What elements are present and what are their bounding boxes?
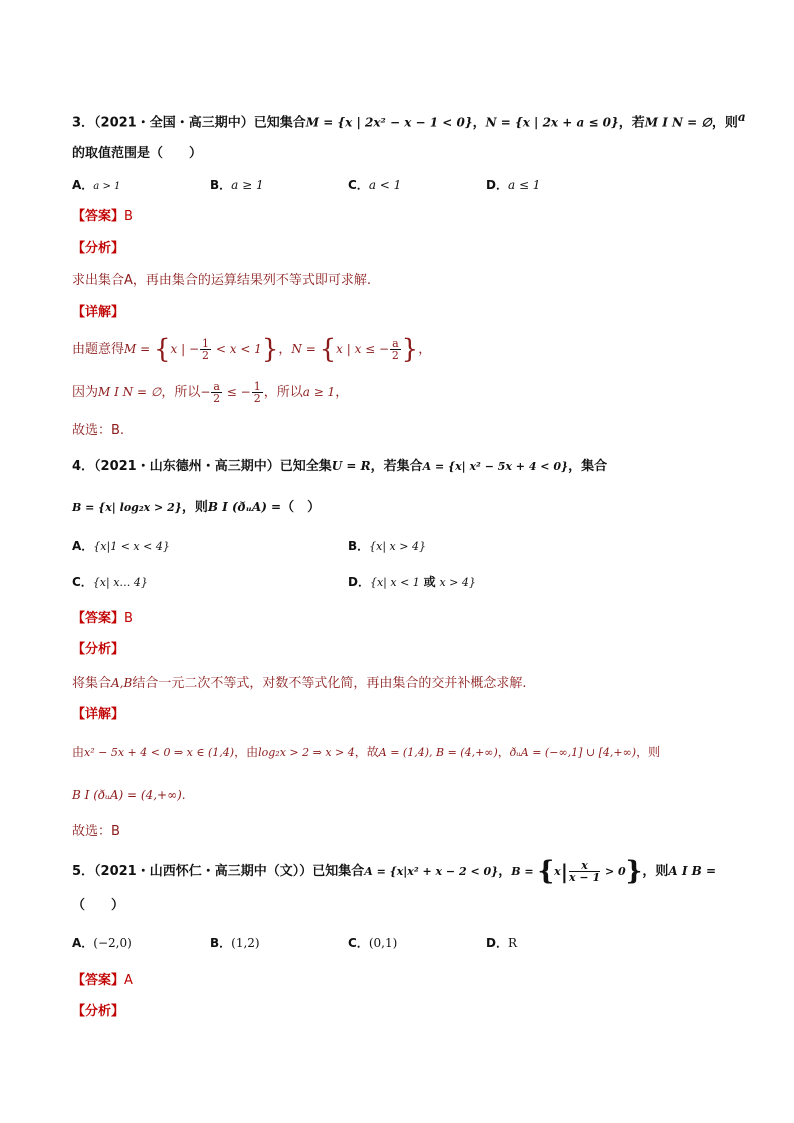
q5-option-b: B．(1,2) (210, 936, 260, 950)
q3-stem-prefix: 3．（2021・全国・高三期中）已知集合 (72, 115, 306, 131)
q3-set-m: M = {x | 2x² − x − 1 < 0} (305, 115, 473, 130)
q3-detail-line1: 由题意得M = {x | − $\frac{1}{2}$ < x < 1}，N = {x | x ≤ − $\frac{a}{2}$ }， (72, 334, 432, 365)
q4-detail-line1: 由x² − 5x + 4 < 0 ⇒ x ∈ (1,4)，由log₂x > 2 ⇒ x > 4，故A = (1,4), B = (4,+∞)，ðᵤA = (−∞,1] ∪ [4,+∞)，则 (72, 745, 661, 759)
q5-answer: 【答案】A (72, 973, 133, 988)
q4-detail-tag: 【详解】 (72, 707, 125, 722)
q5-stem-line2: （ ） (72, 898, 125, 913)
q4-answer: 【答案】B (72, 611, 133, 626)
q3-answer: 【答案】B (72, 209, 133, 224)
q4-answer-value: B (124, 611, 133, 626)
q3-analysis-tag: 【分析】 (72, 241, 125, 256)
q4-analysis: 将集合A,B结合一元二次不等式，对数不等式化简，再由集合的交并补概念求解. (72, 676, 527, 691)
q3-detail-tag: 【详解】 (72, 305, 125, 320)
q4-stem-line2: B = {x| log₂x > 2}，则B I (ðᵤA) =（ ） (72, 500, 321, 515)
q3-option-b: B．a ≥ 1 (210, 178, 264, 192)
q5-stem-line1: 5．（2021・山西怀仁・高三期中（文））已知集合A = {x|x² + x − 2 < 0}，B = {x| $\frac{x}{x - 1}$ > 0}，则A I B = (72, 856, 717, 887)
q4-analysis-tag: 【分析】 (72, 642, 125, 657)
q3-var-a: a (737, 110, 746, 124)
q4-option-a: A．{x|1 < x < 4} (72, 539, 170, 553)
q3-conclusion: 故选：B. (72, 423, 125, 438)
q3-answer-value: B (124, 209, 133, 224)
q5-answer-value: A (124, 973, 133, 988)
q3-frac-a: $\frac{a}{2}$ (391, 337, 399, 362)
q3-stem-line2: 的取值范围是（ ） (72, 146, 203, 161)
q3-stem-line1: 3．（2021・全国・高三期中）已知集合M = {x | 2x² − x − 1 < 0}，N = {x | 2x + a ≤ 0}，若M I N = ∅，则$^a$ (72, 110, 746, 131)
q4-option-c: C．{x| x… 4} (72, 575, 148, 589)
q3-condition: M I N = ∅ (644, 115, 712, 130)
q3-option-a: A．a > 1 (72, 178, 121, 192)
q4-option-b: B．{x| x > 4} (348, 539, 426, 553)
q3-option-d: D．a ≤ 1 (486, 178, 541, 192)
q3-frac-half: $\frac{1}{2}$ (202, 337, 210, 362)
q5-analysis-tag: 【分析】 (72, 1004, 125, 1019)
q5-option-a: A．(−2,0) (72, 936, 132, 950)
q3-detail-line2: 因为M I N = ∅，所以− $\frac{a}{2}$ ≤ − $\frac{1}{2}$ ，所以a ≥ 1， (72, 380, 349, 405)
q5-option-c: C．(0,1) (348, 936, 398, 950)
q5-option-d: D．R (486, 936, 518, 950)
q4-stem-line1: 4．（2021・山东德州・高三期中）已知全集U = R，若集合A = {x| x² − 5x + 4 < 0}，集合 (72, 459, 608, 474)
q4-option-d: D．{x| x < 1 或 x > 4} (348, 575, 476, 589)
q3-set-n: N = {x | 2x + a ≤ 0} (485, 115, 619, 130)
q3-option-c: C．a < 1 (348, 178, 402, 192)
q4-detail-line2: B I (ðᵤA) = (4,+∞). (72, 788, 186, 802)
q4-conclusion: 故选：B (72, 824, 120, 839)
q3-analysis: 求出集合A，再由集合的运算结果列不等式即可求解. (72, 273, 372, 288)
